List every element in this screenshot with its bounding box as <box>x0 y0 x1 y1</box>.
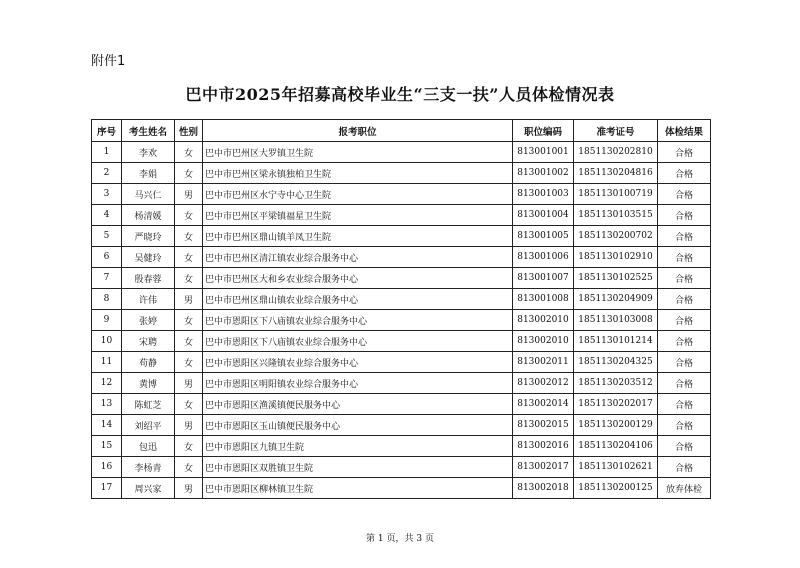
table-row <box>92 415 711 436</box>
cell-index: 3 <box>92 184 122 205</box>
table-row <box>92 310 711 331</box>
header-index: 序号 <box>92 120 122 142</box>
attachment-label: 附件1 <box>91 54 126 69</box>
cell-position: 巴中市巴州区大罗镇卫生院 <box>203 142 513 163</box>
cell-position-code: 813001003 <box>513 184 574 205</box>
table-row <box>92 184 711 205</box>
cell-result: 合格 <box>658 142 711 163</box>
cell-ticket: 1851130204909 <box>574 289 658 310</box>
cell-index: 14 <box>92 415 122 436</box>
cell-name: 杨清媛 <box>122 205 175 226</box>
cell-name: 许伟 <box>122 289 175 310</box>
cell-index: 11 <box>92 352 122 373</box>
cell-name: 宋聘 <box>122 331 175 352</box>
cell-index: 12 <box>92 373 122 394</box>
cell-gender: 女 <box>175 394 203 415</box>
table-row <box>92 352 711 373</box>
cell-result: 合格 <box>658 268 711 289</box>
cell-gender: 女 <box>175 163 203 184</box>
page-footer: 第 1 页，共 3 页 <box>366 534 434 544</box>
cell-position: 巴中市恩阳区渔溪镇便民服务中心 <box>203 394 513 415</box>
cell-result: 合格 <box>658 331 711 352</box>
cell-name: 黄博 <box>122 373 175 394</box>
cell-position: 巴中市恩阳区玉山镇便民服务中心 <box>203 415 513 436</box>
table-row <box>92 247 711 268</box>
cell-position-code: 813002011 <box>513 352 574 373</box>
header-ticket: 准考证号 <box>574 120 658 142</box>
cell-gender: 女 <box>175 457 203 478</box>
cell-position-code: 813001008 <box>513 289 574 310</box>
cell-position: 巴中市巴州区鼎山镇农业综合服务中心 <box>203 289 513 310</box>
cell-gender: 女 <box>175 142 203 163</box>
cell-name: 吴健玲 <box>122 247 175 268</box>
cell-position: 巴中市巴州区大和乡农业综合服务中心 <box>203 268 513 289</box>
table-row <box>92 436 711 457</box>
cell-result: 合格 <box>658 394 711 415</box>
page-title: 巴中市2025年招募高校毕业生“三支一扶”人员体检情况表 <box>185 85 615 104</box>
table-row <box>92 373 711 394</box>
table-row <box>92 226 711 247</box>
cell-name: 周兴家 <box>122 478 175 499</box>
cell-position-code: 813001006 <box>513 247 574 268</box>
table-row <box>92 289 711 310</box>
cell-index: 4 <box>92 205 122 226</box>
cell-result: 合格 <box>658 226 711 247</box>
cell-position: 巴中市恩阳区下八庙镇农业综合服务中心 <box>203 310 513 331</box>
cell-ticket: 1851130102525 <box>574 268 658 289</box>
cell-name: 陈虹芝 <box>122 394 175 415</box>
cell-ticket: 1851130200129 <box>574 415 658 436</box>
table-row <box>92 268 711 289</box>
cell-name: 殷春蓉 <box>122 268 175 289</box>
cell-gender: 女 <box>175 226 203 247</box>
table-row <box>92 457 711 478</box>
cell-ticket: 1851130200125 <box>574 478 658 499</box>
cell-index: 16 <box>92 457 122 478</box>
cell-position: 巴中市巴州区平梁镇福星卫生院 <box>203 205 513 226</box>
cell-ticket: 1851130204106 <box>574 436 658 457</box>
cell-position-code: 813002010 <box>513 331 574 352</box>
cell-position: 巴中市恩阳区下八庙镇农业综合服务中心 <box>203 331 513 352</box>
cell-gender: 女 <box>175 331 203 352</box>
cell-position-code: 813001005 <box>513 226 574 247</box>
cell-gender: 女 <box>175 247 203 268</box>
cell-result: 合格 <box>658 373 711 394</box>
cell-position: 巴中市巴州区梁永镇独柏卫生院 <box>203 163 513 184</box>
cell-position: 巴中市恩阳区兴隆镇农业综合服务中心 <box>203 352 513 373</box>
table-row <box>92 394 711 415</box>
header-position-code: 职位编码 <box>513 120 574 142</box>
cell-result: 合格 <box>658 205 711 226</box>
table-row <box>92 163 711 184</box>
cell-index: 13 <box>92 394 122 415</box>
cell-ticket: 1851130100719 <box>574 184 658 205</box>
cell-position-code: 813001007 <box>513 268 574 289</box>
cell-index: 9 <box>92 310 122 331</box>
cell-position-code: 813002018 <box>513 478 574 499</box>
table-row <box>92 205 711 226</box>
header-position: 报考职位 <box>203 120 513 142</box>
cell-ticket: 1851130200702 <box>574 226 658 247</box>
cell-name: 马兴仁 <box>122 184 175 205</box>
cell-result: 合格 <box>658 184 711 205</box>
cell-name: 刘绍平 <box>122 415 175 436</box>
cell-result: 合格 <box>658 436 711 457</box>
cell-position-code: 813002010 <box>513 310 574 331</box>
cell-gender: 男 <box>175 184 203 205</box>
cell-index: 15 <box>92 436 122 457</box>
cell-position: 巴中市恩阳区双胜镇卫生院 <box>203 457 513 478</box>
cell-index: 7 <box>92 268 122 289</box>
cell-name: 李杨青 <box>122 457 175 478</box>
cell-gender: 女 <box>175 268 203 289</box>
cell-name: 包迅 <box>122 436 175 457</box>
cell-position: 巴中市巴州区清江镇农业综合服务中心 <box>203 247 513 268</box>
cell-ticket: 1851130203512 <box>574 373 658 394</box>
cell-ticket: 1851130204325 <box>574 352 658 373</box>
cell-index: 5 <box>92 226 122 247</box>
cell-position-code: 813002016 <box>513 436 574 457</box>
cell-result: 放弃体检 <box>658 478 711 499</box>
cell-position: 巴中市恩阳区柳林镇卫生院 <box>203 478 513 499</box>
cell-ticket: 1851130101214 <box>574 331 658 352</box>
cell-result: 合格 <box>658 352 711 373</box>
cell-ticket: 1851130103008 <box>574 310 658 331</box>
cell-name: 严晓玲 <box>122 226 175 247</box>
cell-gender: 女 <box>175 310 203 331</box>
cell-index: 8 <box>92 289 122 310</box>
cell-index: 6 <box>92 247 122 268</box>
cell-position: 巴中市巴州区鼎山镇羊凤卫生院 <box>203 226 513 247</box>
cell-position-code: 813001004 <box>513 205 574 226</box>
table-header-row <box>92 120 711 142</box>
table-row <box>92 478 711 499</box>
cell-result: 合格 <box>658 289 711 310</box>
cell-ticket: 1851130202810 <box>574 142 658 163</box>
table-row <box>92 331 711 352</box>
cell-ticket: 1851130103515 <box>574 205 658 226</box>
cell-position-code: 813001002 <box>513 163 574 184</box>
cell-ticket: 1851130102910 <box>574 247 658 268</box>
cell-name: 张婷 <box>122 310 175 331</box>
cell-ticket: 1851130202017 <box>574 394 658 415</box>
cell-name: 李娟 <box>122 163 175 184</box>
cell-gender: 女 <box>175 436 203 457</box>
cell-gender: 男 <box>175 478 203 499</box>
cell-gender: 男 <box>175 289 203 310</box>
cell-result: 合格 <box>658 163 711 184</box>
cell-index: 2 <box>92 163 122 184</box>
cell-name: 李欢 <box>122 142 175 163</box>
cell-ticket: 1851130102621 <box>574 457 658 478</box>
table-body <box>92 142 711 499</box>
cell-result: 合格 <box>658 415 711 436</box>
cell-name: 苟静 <box>122 352 175 373</box>
cell-index: 1 <box>92 142 122 163</box>
table-row <box>92 142 711 163</box>
cell-position-code: 813002015 <box>513 415 574 436</box>
results-table <box>91 119 711 499</box>
cell-position: 巴中市恩阳区明阳镇农业综合服务中心 <box>203 373 513 394</box>
cell-result: 合格 <box>658 457 711 478</box>
cell-result: 合格 <box>658 247 711 268</box>
cell-ticket: 1851130204816 <box>574 163 658 184</box>
cell-position-code: 813002014 <box>513 394 574 415</box>
cell-position-code: 813002012 <box>513 373 574 394</box>
cell-position: 巴中市恩阳区九镇卫生院 <box>203 436 513 457</box>
cell-position: 巴中市巴州区水宁寺中心卫生院 <box>203 184 513 205</box>
cell-position-code: 813001001 <box>513 142 574 163</box>
header-gender: 性别 <box>175 120 203 142</box>
cell-index: 10 <box>92 331 122 352</box>
cell-gender: 女 <box>175 352 203 373</box>
header-result: 体检结果 <box>658 120 711 142</box>
cell-gender: 男 <box>175 373 203 394</box>
cell-gender: 女 <box>175 205 203 226</box>
cell-position-code: 813002017 <box>513 457 574 478</box>
cell-result: 合格 <box>658 310 711 331</box>
cell-index: 17 <box>92 478 122 499</box>
cell-gender: 男 <box>175 415 203 436</box>
header-name: 考生姓名 <box>122 120 175 142</box>
